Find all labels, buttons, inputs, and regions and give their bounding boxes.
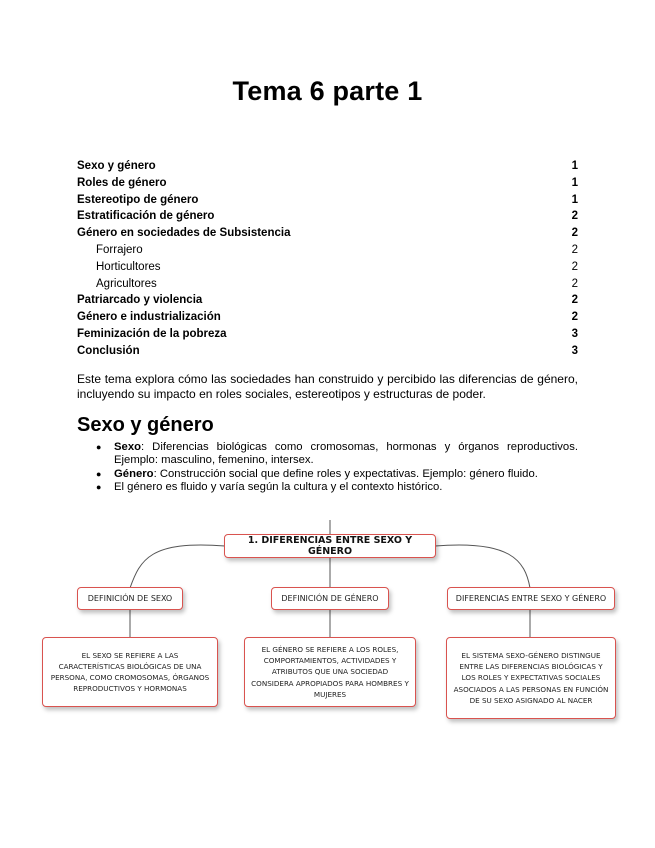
toc-entry-label: Feminización de la pobreza: [77, 327, 227, 340]
concept-diagram: [30, 520, 630, 730]
toc-entry[interactable]: [77, 326, 578, 343]
list-item: [96, 441, 578, 468]
toc-entry-label: Género e industrialización: [77, 311, 221, 324]
toc-entry-label: Horticultores: [96, 260, 161, 273]
toc-entry[interactable]: [77, 175, 578, 192]
toc-entry[interactable]: [77, 225, 578, 242]
section-heading: Sexo y género: [77, 414, 214, 436]
toc-subentry[interactable]: [77, 259, 578, 276]
list-item: [96, 468, 578, 481]
toc-entry-label: Roles de género: [77, 176, 167, 189]
toc-entry[interactable]: [77, 158, 578, 175]
toc-entry-label: Conclusión: [77, 344, 140, 357]
toc-entry-label: Patriarcado y violencia: [77, 294, 203, 307]
toc-entry-page: 2: [571, 294, 578, 307]
list-item: [96, 481, 578, 494]
toc-entry-label: Forrajero: [96, 243, 143, 256]
toc-entry[interactable]: [77, 208, 578, 225]
toc-subentry[interactable]: [77, 276, 578, 293]
bullet-text: : Diferencias biológicas como cromosomas, hormonas y órganos reproductivos. Ejemplo: masculino, femenino, intersex.: [114, 441, 578, 467]
bullet-term: Sexo: [114, 441, 142, 453]
toc-entry-page: 2: [571, 260, 578, 273]
toc-entry-page: 1: [571, 193, 578, 206]
toc-entry-label: Sexo y género: [77, 160, 156, 172]
toc-entry[interactable]: [77, 309, 578, 326]
toc-entry-page: 2: [571, 243, 578, 256]
bullet-text: El género es fluido y varía según la cultura y el contexto histórico.: [114, 481, 443, 494]
toc-entry-label: Estereotipo de género: [77, 193, 199, 206]
diagram-branch-heading: DEFINICIÓN DE SEXO: [77, 587, 183, 610]
table-of-contents: [77, 158, 578, 360]
diagram-branch-body: EL SISTEMA SEXO-GÉNERO DISTINGUE ENTRE LAS DIFERENCIAS BIOLÓGICAS Y LOS ROLES Y EXPECTATIVAS SOCIALES ASOCIADOS A LAS PERSONAS EN FUNCIÓN DE SU SEXO ASIGNADO AL NACER: [446, 637, 616, 719]
page-title: Tema 6 parte 1: [232, 76, 423, 106]
bullet-list: [96, 441, 578, 495]
diagram-branch-heading: DEFINICIÓN DE GÉNERO: [271, 587, 389, 610]
toc-subentry[interactable]: [77, 242, 578, 259]
toc-entry-page: 1: [571, 176, 578, 189]
toc-entry-label: Estratificación de género: [77, 210, 215, 223]
bullet-term: Género: [114, 467, 154, 480]
toc-entry-page: 2: [571, 210, 578, 223]
toc-entry[interactable]: [77, 192, 578, 209]
toc-entry-page: 2: [571, 311, 578, 324]
toc-entry-page: 1: [571, 160, 578, 172]
intro-paragraph: Este tema explora cómo las sociedades han construido y percibido las diferencias de género, incluyendo su impacto en roles sociales, estereotipos y estructuras de poder.: [77, 372, 578, 401]
diagram-main-node: 1. DIFERENCIAS ENTRE SEXO Y GÉNERO: [224, 534, 436, 558]
toc-entry[interactable]: [77, 343, 578, 360]
diagram-branch-body: EL GÉNERO SE REFIERE A LOS ROLES, COMPORTAMIENTOS, ACTIVIDADES Y ATRIBUTOS QUE UNA SOCIEDAD CONSIDERA APROPIADOS PARA HOMBRES Y MUJERES: [244, 637, 416, 707]
toc-entry-page: 2: [571, 227, 578, 240]
bullet-text: : Construcción social que define roles y expectativas. Ejemplo: género fluido.: [153, 467, 538, 480]
toc-entry[interactable]: [77, 292, 578, 309]
diagram-branch-body: EL SEXO SE REFIERE A LAS CARACTERÍSTICAS BIOLÓGICAS DE UNA PERSONA, COMO CROMOSOMAS, ÓRGANOS REPRODUCTIVOS Y HORMONAS: [42, 637, 218, 707]
toc-entry-page: 3: [571, 344, 578, 357]
toc-entry-page: 3: [571, 327, 578, 340]
diagram-branch-heading: DIFERENCIAS ENTRE SEXO Y GÉNERO: [447, 587, 615, 610]
toc-entry-label: Agricultores: [96, 277, 157, 290]
toc-entry-label: Género en sociedades de Subsistencia: [77, 227, 291, 240]
toc-entry-page: 2: [571, 277, 578, 290]
